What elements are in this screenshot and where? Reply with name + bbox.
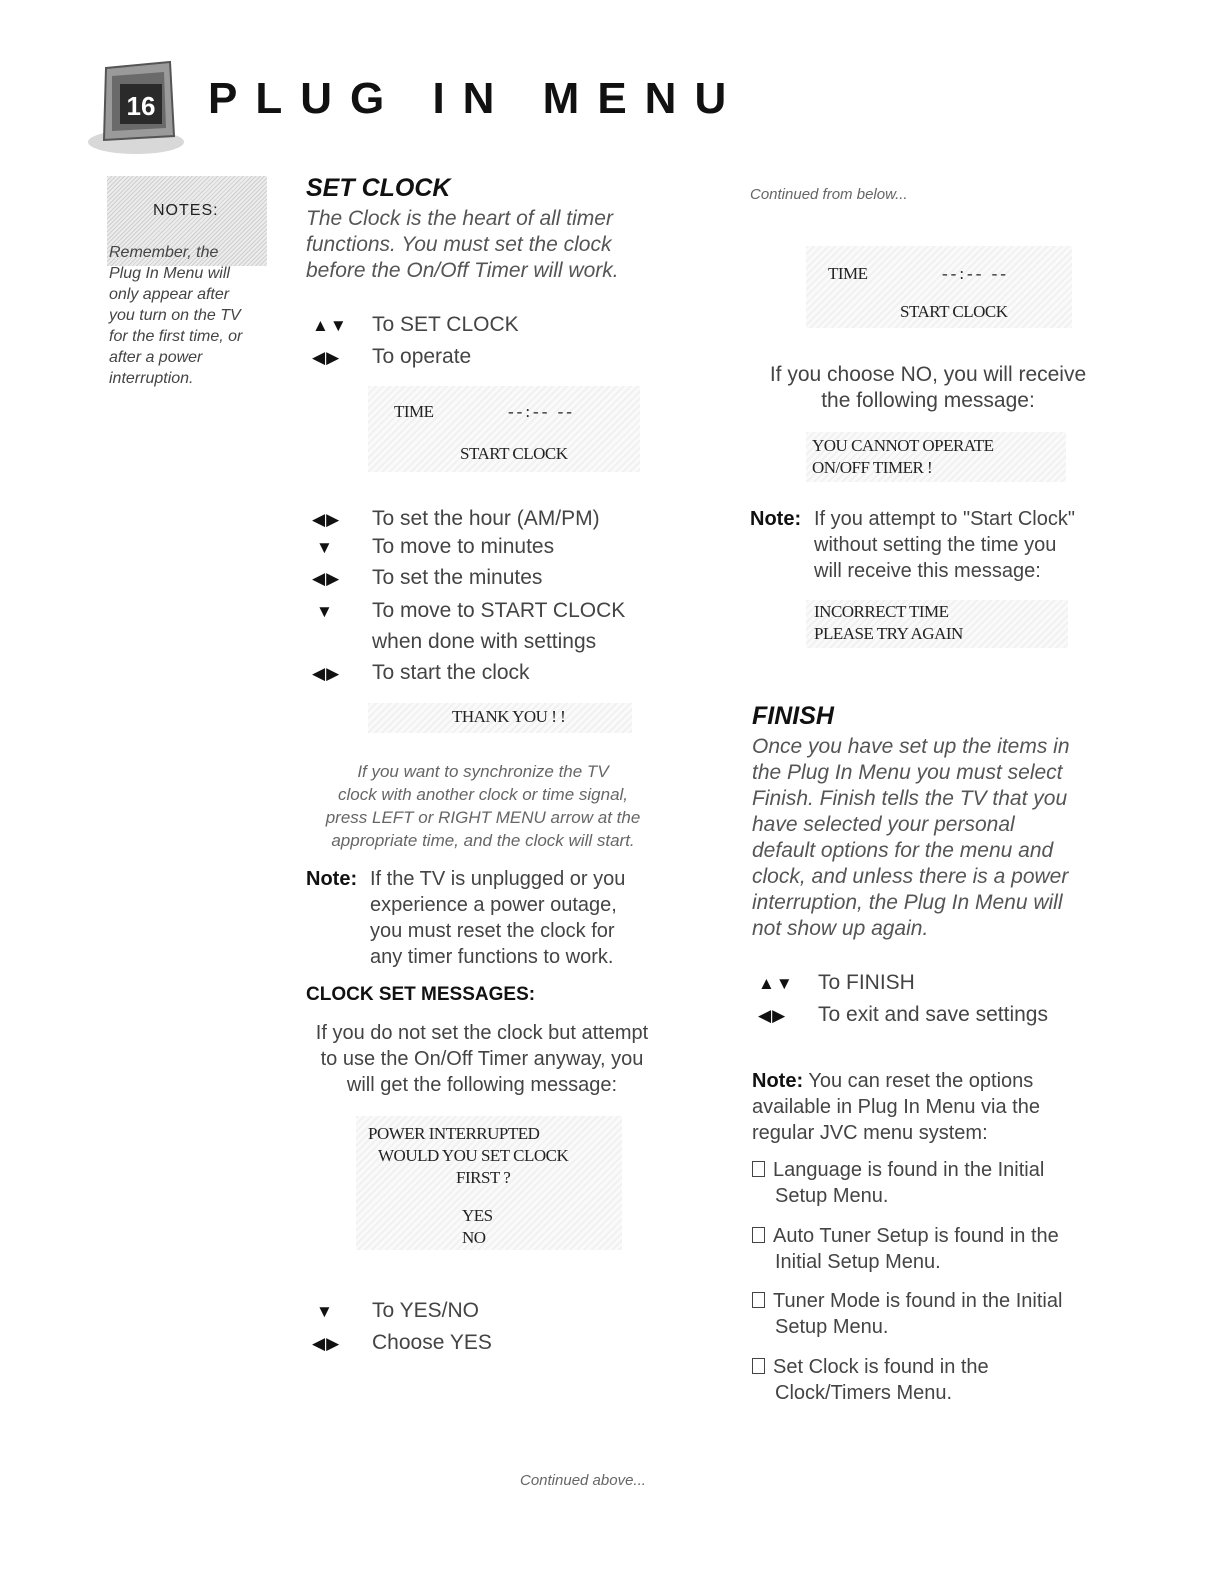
messages-intro bbox=[300, 1020, 664, 1098]
left-right-arrow-icon: ◀▶ bbox=[312, 1334, 341, 1353]
notes-line: interruption. bbox=[109, 370, 194, 387]
list-item bbox=[752, 1157, 1112, 1209]
list-item-text: Set Clock is found in the bbox=[773, 1356, 989, 1378]
step-row bbox=[312, 1298, 479, 1325]
list-item-text: Initial Setup Menu. bbox=[775, 1251, 941, 1273]
notes-text bbox=[109, 242, 269, 389]
step-row bbox=[312, 344, 471, 371]
osd-thankyou: THANK YOU ! ! bbox=[452, 707, 566, 726]
step-text: To operate bbox=[372, 345, 472, 368]
finish-intro-line: default options for the menu and bbox=[752, 839, 1054, 862]
notes-line: Remember, the bbox=[109, 244, 219, 261]
step-text: To set the hour (AM/PM) bbox=[372, 507, 600, 530]
step-row bbox=[312, 312, 519, 339]
notes-line: Plug In Menu will bbox=[109, 265, 230, 282]
finish-title: FINISH bbox=[752, 702, 834, 730]
finish-intro-line: have selected your personal bbox=[752, 813, 1015, 836]
set-clock-intro bbox=[306, 206, 666, 284]
osd-time-label: TIME bbox=[828, 264, 868, 283]
step-text: To move to minutes bbox=[372, 535, 555, 558]
osd-start-clock: START CLOCK bbox=[460, 444, 568, 463]
notes-line: you turn on the TV bbox=[109, 307, 241, 324]
step-row bbox=[312, 1330, 492, 1357]
up-down-arrow-icon: ▲▼ bbox=[312, 316, 348, 335]
note-line: If you attempt to "Start Clock" bbox=[814, 508, 1075, 530]
down-arrow-icon: ▼ bbox=[316, 538, 334, 557]
osd-screen-time-2 bbox=[806, 246, 1072, 328]
osd-power-line: FIRST ? bbox=[456, 1168, 511, 1187]
continued-from-below: Continued from below... bbox=[750, 186, 908, 203]
down-arrow-icon: ▼ bbox=[316, 602, 334, 621]
step-row bbox=[312, 534, 554, 561]
osd-screen-cannot bbox=[806, 432, 1066, 482]
notes-line: after a power bbox=[109, 349, 203, 366]
left-right-arrow-icon: ◀▶ bbox=[312, 348, 341, 367]
checkbox-icon bbox=[752, 1292, 765, 1308]
step-row bbox=[312, 565, 542, 592]
step-row bbox=[312, 598, 625, 625]
no-choice-line: If you choose NO, you will receive bbox=[769, 363, 1087, 386]
sync-text bbox=[300, 760, 666, 852]
note-text bbox=[814, 506, 1114, 584]
list-item bbox=[752, 1354, 1112, 1406]
no-choice-text bbox=[748, 362, 1108, 414]
osd-time-value: --:-- -- bbox=[508, 402, 575, 421]
osd-screen-thankyou bbox=[368, 703, 632, 733]
osd-screen-incorrect bbox=[806, 600, 1068, 648]
note-line: you must reset the clock for bbox=[370, 920, 615, 942]
list-item-text: Language is found in the Initial bbox=[773, 1159, 1045, 1181]
down-arrow-icon: ▼ bbox=[316, 1302, 334, 1321]
step-text: To start the clock bbox=[372, 661, 530, 684]
list-item bbox=[752, 1223, 1112, 1275]
step-text: To set the minutes bbox=[372, 566, 543, 589]
step-text: To FINISH bbox=[818, 971, 915, 994]
continued-above: Continued above... bbox=[520, 1472, 646, 1489]
note-line: You can reset the options bbox=[808, 1070, 1034, 1092]
intro-line: before the On/Off Timer will work. bbox=[306, 259, 619, 282]
intro-line: The Clock is the heart of all timer bbox=[306, 207, 613, 230]
osd-screen-power bbox=[356, 1116, 622, 1250]
notes-line: only appear after bbox=[109, 286, 230, 303]
left-right-arrow-icon: ◀▶ bbox=[312, 569, 341, 588]
step-row bbox=[312, 629, 596, 655]
no-choice-line: the following message: bbox=[821, 389, 1035, 412]
osd-power-line: POWER INTERRUPTED bbox=[368, 1124, 540, 1143]
messages-intro-line: If you do not set the clock but attempt bbox=[315, 1022, 649, 1044]
messages-intro-line: will get the following message: bbox=[346, 1074, 618, 1096]
note-line: regular JVC menu system: bbox=[752, 1122, 988, 1144]
list-item bbox=[752, 1288, 1112, 1340]
step-row bbox=[312, 660, 530, 687]
sync-line: clock with another clock or time signal, bbox=[337, 785, 629, 804]
finish-intro-line: the Plug In Menu you must select bbox=[752, 761, 1063, 784]
step-text: Choose YES bbox=[372, 1331, 492, 1354]
notes-line: for the first time, or bbox=[109, 328, 243, 345]
left-right-arrow-icon: ◀▶ bbox=[758, 1006, 787, 1025]
list-item-text: Tuner Mode is found in the Initial bbox=[773, 1290, 1063, 1312]
step-text: To move to START CLOCK bbox=[372, 599, 626, 622]
note-line: experience a power outage, bbox=[370, 894, 617, 916]
note-label: Note: bbox=[750, 508, 802, 530]
step-row bbox=[758, 970, 915, 997]
step-row bbox=[758, 1002, 1048, 1029]
step-text: To SET CLOCK bbox=[372, 313, 519, 336]
note-text bbox=[370, 866, 670, 970]
list-item-text: Setup Menu. bbox=[775, 1185, 889, 1207]
sync-line: press LEFT or RIGHT MENU arrow at the bbox=[325, 808, 641, 827]
step-text: when done with settings bbox=[372, 630, 597, 653]
sync-line: appropriate time, and the clock will start. bbox=[331, 831, 635, 850]
finish-intro-line: not show up again. bbox=[752, 917, 929, 940]
note-label: Note: bbox=[306, 868, 358, 890]
left-right-arrow-icon: ◀▶ bbox=[312, 664, 341, 683]
osd-no-option: NO bbox=[462, 1228, 486, 1247]
clock-set-messages-heading: CLOCK SET MESSAGES: bbox=[306, 984, 536, 1005]
osd-incorrect-line: INCORRECT TIME bbox=[814, 602, 949, 621]
messages-intro-line: to use the On/Off Timer anyway, you bbox=[320, 1048, 644, 1070]
checkbox-icon bbox=[752, 1161, 765, 1177]
note2-text bbox=[752, 1068, 1112, 1146]
note-line: available in Plug In Menu via the bbox=[752, 1096, 1040, 1118]
finish-intro-line: Finish. Finish tells the TV that you bbox=[752, 787, 1068, 810]
osd-start-clock: START CLOCK bbox=[900, 302, 1008, 321]
note-line: will receive this message: bbox=[814, 560, 1041, 582]
up-down-arrow-icon: ▲▼ bbox=[758, 974, 794, 993]
step-row bbox=[312, 506, 600, 533]
note-line: If the TV is unplugged or you bbox=[370, 868, 626, 890]
checkbox-icon bbox=[752, 1227, 765, 1243]
list-item-text: Auto Tuner Setup is found in the bbox=[773, 1225, 1059, 1247]
finish-intro-line: interruption, the Plug In Menu will bbox=[752, 891, 1063, 914]
note-label: Note: bbox=[752, 1070, 804, 1092]
page-title: PLUG IN MENU bbox=[208, 74, 745, 123]
notes-label: NOTES: bbox=[153, 202, 219, 219]
checkbox-icon bbox=[752, 1358, 765, 1374]
list-item-text: Clock/Timers Menu. bbox=[775, 1382, 953, 1404]
osd-yes-option: YES bbox=[462, 1206, 493, 1225]
step-text: To YES/NO bbox=[372, 1299, 479, 1322]
set-clock-title: SET CLOCK bbox=[306, 174, 451, 202]
note-line: any timer functions to work. bbox=[370, 946, 614, 968]
finish-intro bbox=[752, 734, 1112, 942]
finish-intro-line: clock, and unless there is a power bbox=[752, 865, 1069, 888]
step-text: To exit and save settings bbox=[818, 1003, 1048, 1026]
note-line: without setting the time you bbox=[814, 534, 1057, 556]
sync-line: If you want to synchronize the TV bbox=[357, 762, 609, 781]
osd-cannot-line: ON/OFF TIMER ! bbox=[812, 458, 933, 477]
finish-intro-line: Once you have set up the items in bbox=[752, 735, 1070, 758]
osd-screen-time bbox=[368, 386, 640, 472]
tv-icon bbox=[86, 56, 190, 156]
osd-cannot-line: YOU CANNOT OPERATE bbox=[812, 436, 994, 455]
osd-incorrect-line: PLEASE TRY AGAIN bbox=[814, 624, 963, 643]
osd-power-line: WOULD YOU SET CLOCK bbox=[378, 1146, 569, 1165]
osd-time-label: TIME bbox=[394, 402, 434, 421]
left-right-arrow-icon: ◀▶ bbox=[312, 510, 341, 529]
notes-box bbox=[107, 176, 267, 396]
list-item-text: Setup Menu. bbox=[775, 1316, 889, 1338]
intro-line: functions. You must set the clock bbox=[306, 233, 612, 256]
page-number: 16 bbox=[126, 91, 156, 121]
osd-time-value: --:-- -- bbox=[942, 264, 1009, 283]
